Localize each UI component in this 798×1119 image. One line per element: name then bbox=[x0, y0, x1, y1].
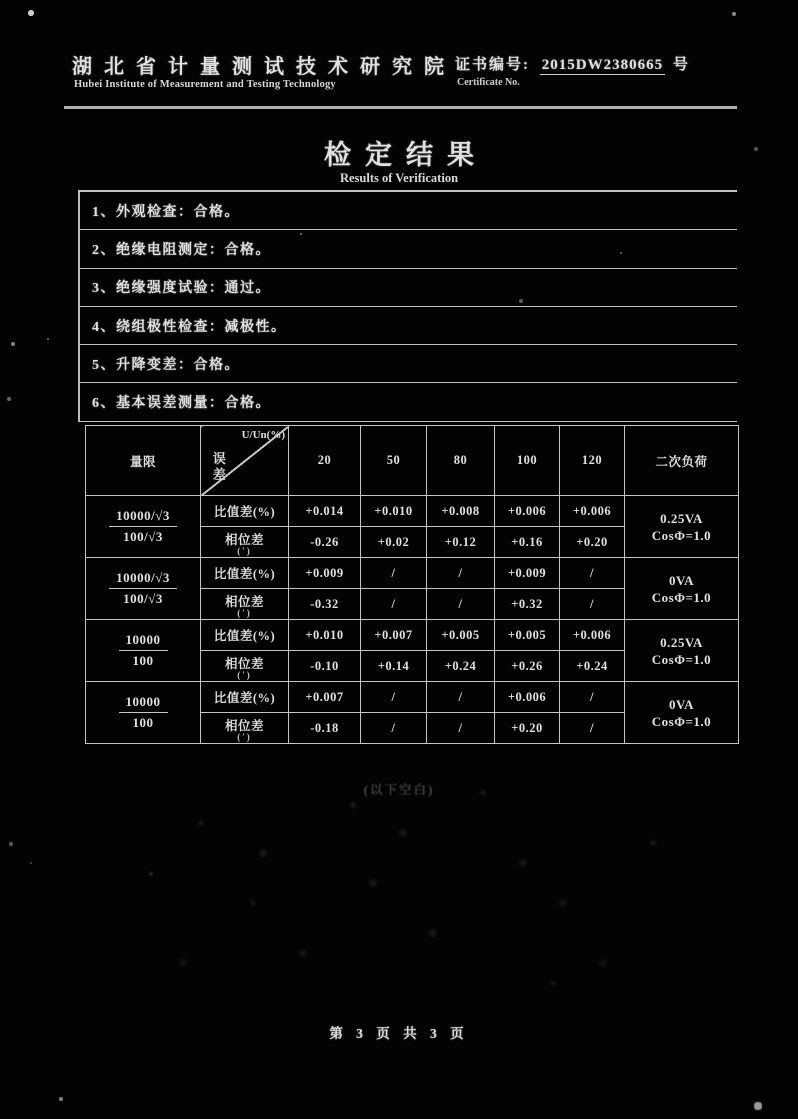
certificate-number-suffix: 号 bbox=[672, 57, 688, 73]
phase-value: +0.12 bbox=[427, 527, 495, 558]
ratio-value: +0.009 bbox=[495, 558, 560, 589]
page-title-en: Results of Verification bbox=[339, 171, 459, 185]
ratio-value: +0.010 bbox=[289, 620, 361, 651]
phase-value: / bbox=[361, 589, 427, 620]
list-item-appearance: 1、外观检查：合格。 bbox=[80, 192, 737, 230]
basic-error-table bbox=[85, 425, 739, 744]
page-title-cn: 检定结果 bbox=[324, 140, 488, 170]
col-header-burden: 二次负荷 bbox=[625, 426, 739, 496]
ratio-error-label: 比值差(%) bbox=[201, 682, 289, 713]
phase-error-label: 相位差 (′) bbox=[201, 713, 289, 744]
ratio-value: +0.006 bbox=[560, 496, 625, 527]
phase-value: / bbox=[427, 713, 495, 744]
phase-value: +0.24 bbox=[560, 651, 625, 682]
ratio-value: +0.005 bbox=[427, 620, 495, 651]
list-item-insulation-strength: 3、绝缘强度试验：通过。 bbox=[80, 269, 737, 307]
ratio-value: +0.006 bbox=[495, 682, 560, 713]
list-item-basic-error: 6、基本误差测量：合格。 bbox=[80, 383, 737, 421]
phase-error-label: 相位差 (′) bbox=[201, 589, 289, 620]
list-item-insulation-resistance: 2、绝缘电阻测定：合格。 bbox=[80, 230, 737, 268]
col-header-120: 120 bbox=[560, 426, 625, 496]
ratio-value: / bbox=[361, 682, 427, 713]
col-header-50: 50 bbox=[361, 426, 427, 496]
ratio-value: +0.008 bbox=[427, 496, 495, 527]
phase-value: +0.14 bbox=[361, 651, 427, 682]
phase-value: +0.16 bbox=[495, 527, 560, 558]
col-header-20: 20 bbox=[289, 426, 361, 496]
list-item-winding-polarity: 4、绕组极性检查：减极性。 bbox=[80, 307, 737, 345]
ratio-value: +0.005 bbox=[495, 620, 560, 651]
blank-below-note: (以下空白) bbox=[363, 783, 435, 797]
list-item-hysteresis: 5、升降变差：合格。 bbox=[80, 345, 737, 383]
col-header-range: 量限 bbox=[86, 426, 201, 496]
phase-value: +0.24 bbox=[427, 651, 495, 682]
burden-cell: 0VA CosΦ=1.0 bbox=[625, 558, 739, 620]
phase-value: +0.20 bbox=[495, 713, 560, 744]
burden-cell: 0.25VA CosΦ=1.0 bbox=[625, 620, 739, 682]
ratio-value: +0.010 bbox=[361, 496, 427, 527]
phase-value: -0.18 bbox=[289, 713, 361, 744]
ratio-value: +0.007 bbox=[289, 682, 361, 713]
header-rule bbox=[64, 106, 737, 109]
phase-value: +0.32 bbox=[495, 589, 560, 620]
burden-cell: 0VA CosΦ=1.0 bbox=[625, 682, 739, 744]
ratio-value: +0.014 bbox=[289, 496, 361, 527]
ratio-value: / bbox=[427, 558, 495, 589]
phase-value: -0.32 bbox=[289, 589, 361, 620]
ratio-error-label: 比值差(%) bbox=[201, 496, 289, 527]
certificate-number-label: 证书编号: bbox=[455, 57, 530, 73]
corner-error-label: 误差 bbox=[212, 451, 227, 482]
phase-value: -0.10 bbox=[289, 651, 361, 682]
phase-value: / bbox=[560, 713, 625, 744]
phase-value: +0.26 bbox=[495, 651, 560, 682]
certificate-number-block bbox=[455, 53, 688, 74]
range-cell: 10000/√3 100/√3 bbox=[86, 558, 201, 620]
verification-result-list bbox=[78, 190, 737, 422]
scan-noise bbox=[0, 0, 2, 2]
phase-value: +0.02 bbox=[361, 527, 427, 558]
phase-value: / bbox=[560, 589, 625, 620]
phase-value: -0.26 bbox=[289, 527, 361, 558]
ratio-value: / bbox=[560, 558, 625, 589]
phase-value: / bbox=[427, 589, 495, 620]
range-cell: 10000 100 bbox=[86, 682, 201, 744]
certificate-number-label-en: Certificate No. bbox=[457, 77, 520, 88]
ratio-error-label: 比值差(%) bbox=[201, 558, 289, 589]
ratio-value: +0.009 bbox=[289, 558, 361, 589]
page-number-footer: 第 3 页 共 3 页 bbox=[329, 1026, 469, 1041]
institute-name-en: Hubei Institute of Measurement and Testing Technology bbox=[74, 79, 336, 90]
ratio-value: +0.007 bbox=[361, 620, 427, 651]
range-cell: 10000/√3 100/√3 bbox=[86, 496, 201, 558]
range-cell: 10000 100 bbox=[86, 620, 201, 682]
ratio-value: / bbox=[361, 558, 427, 589]
corner-voltage-label: U/Un(%) bbox=[241, 429, 285, 441]
burden-cell: 0.25VA CosΦ=1.0 bbox=[625, 496, 739, 558]
ratio-value: +0.006 bbox=[495, 496, 560, 527]
ratio-error-label: 比值差(%) bbox=[201, 620, 289, 651]
ratio-value: +0.006 bbox=[560, 620, 625, 651]
corner-cell bbox=[201, 426, 289, 496]
certificate-number-value: 2015DW2380665 bbox=[541, 57, 664, 73]
phase-value: +0.20 bbox=[560, 527, 625, 558]
institute-name-cn: 湖北省计量测试技术研究院 bbox=[72, 56, 456, 78]
phase-value: / bbox=[361, 713, 427, 744]
ratio-value: / bbox=[560, 682, 625, 713]
phase-error-label: 相位差 (′) bbox=[201, 527, 289, 558]
phase-error-label: 相位差 (′) bbox=[201, 651, 289, 682]
col-header-100: 100 bbox=[495, 426, 560, 496]
ratio-value: / bbox=[427, 682, 495, 713]
col-header-80: 80 bbox=[427, 426, 495, 496]
